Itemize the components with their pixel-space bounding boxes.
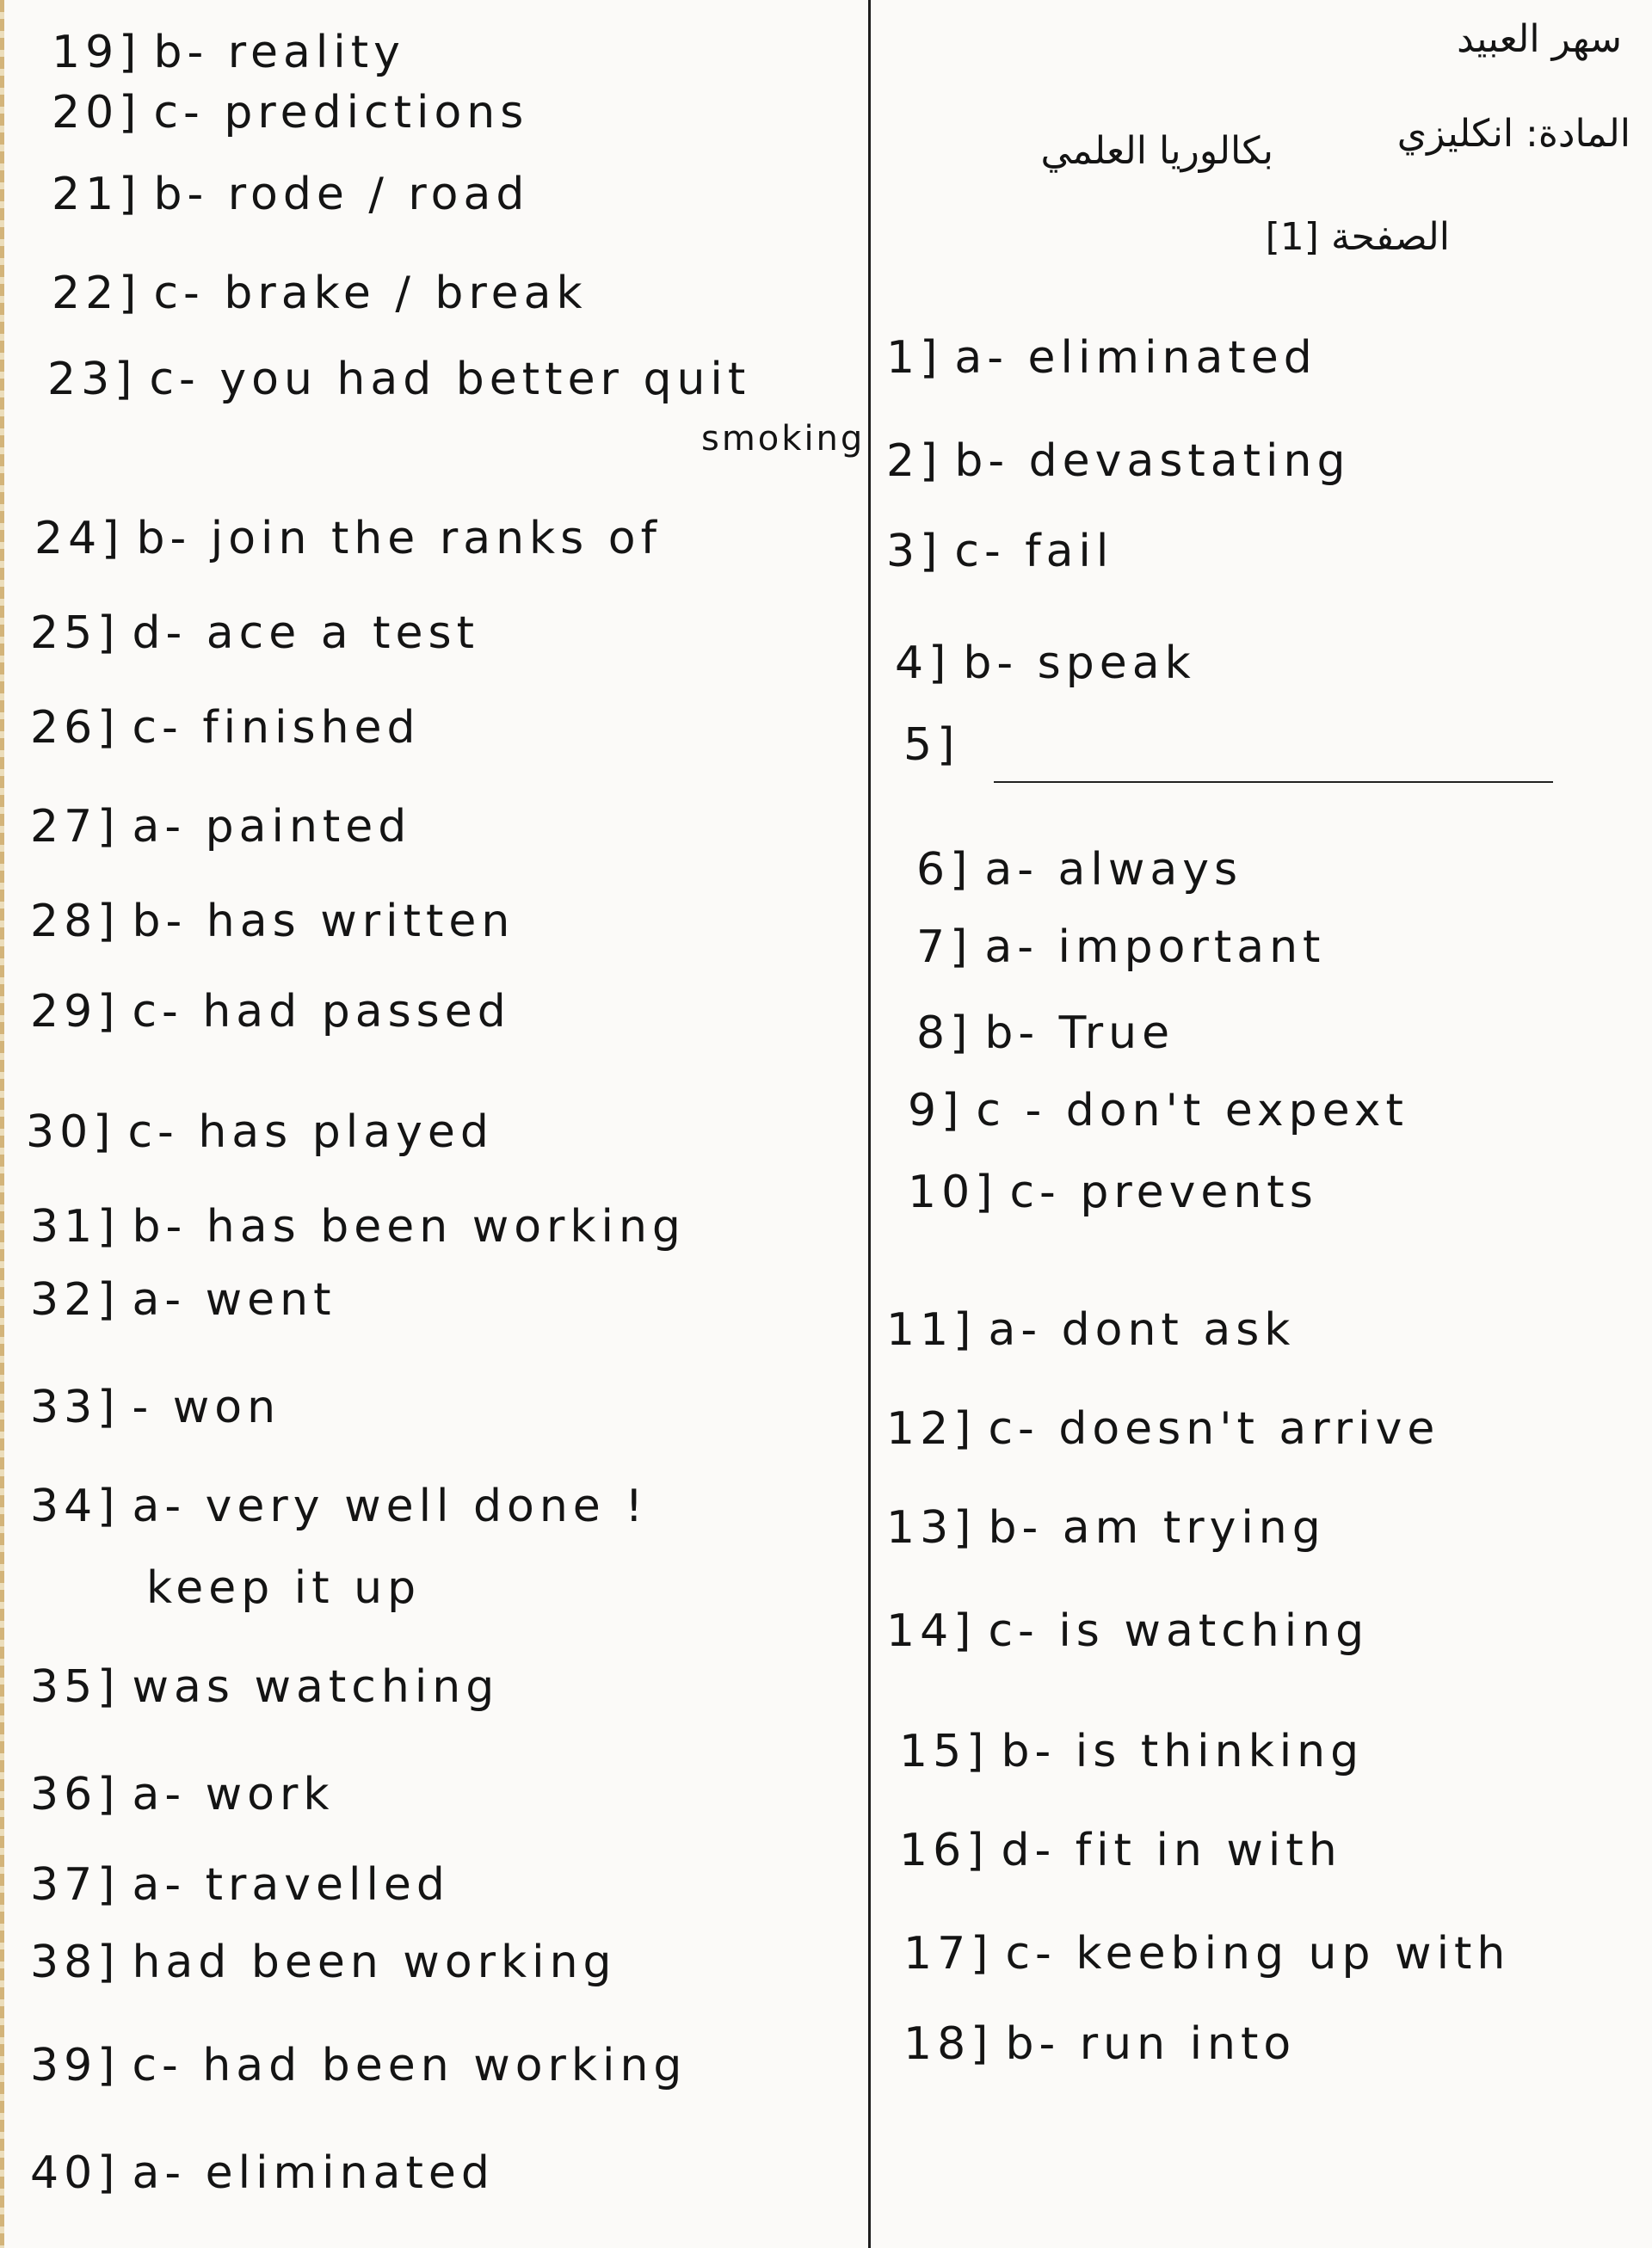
answer-number: 37] (30, 1859, 120, 1911)
answer-number: 40] (30, 2147, 120, 2199)
answer-item-continuation (701, 419, 866, 459)
answer-text: c - don't expext (976, 1085, 1409, 1136)
answer-item (52, 169, 530, 220)
answer-text: b- True (984, 1007, 1175, 1059)
answer-number: 3] (886, 526, 943, 577)
answer-item (30, 1769, 335, 1820)
subject-label: المادة: انكليزي (1396, 112, 1630, 156)
answer-item (908, 1167, 1318, 1218)
answer-text: a- always (984, 844, 1243, 896)
answer-item (903, 719, 971, 771)
answer-text: smoking (701, 419, 866, 459)
answer-item (903, 2018, 1297, 2070)
answer-text: c- predictions (153, 87, 529, 139)
column-divider (868, 0, 871, 2248)
grade-label: بكالوريا العلمي (1040, 129, 1273, 173)
answer-item (52, 87, 529, 139)
answer-item (30, 896, 515, 947)
notebook-edge (0, 0, 4, 2248)
answer-item (908, 1085, 1409, 1136)
answer-item (916, 844, 1243, 896)
student-name: سهر العبيد (1457, 17, 1622, 61)
answer-item (30, 1382, 281, 1433)
answer-text: c- prevents (1009, 1167, 1318, 1218)
answer-item (52, 27, 405, 78)
answer-number: 4] (895, 637, 952, 689)
answer-text: c- had been working (132, 2040, 687, 2091)
answer-number: 39] (30, 2040, 120, 2091)
answer-number: 21] (52, 169, 142, 220)
answer-number: 19] (52, 27, 142, 78)
answer-number: 2] (886, 435, 943, 487)
answer-number: 13] (886, 1502, 977, 1554)
answer-item (886, 1605, 1370, 1657)
answer-number: 5] (903, 719, 960, 771)
answer-text: c- had passed (132, 986, 511, 1038)
answer-number: 6] (916, 844, 973, 896)
answer-number: 14] (886, 1605, 977, 1657)
answer-text: b- join the ranks of (136, 513, 662, 564)
answer-text: was watching (132, 1661, 500, 1713)
answer-number: 1] (886, 332, 943, 384)
answer-number: 33] (30, 1382, 120, 1433)
answer-item (30, 607, 480, 659)
answer-number: 36] (30, 1769, 120, 1820)
answer-number: 34] (30, 1481, 120, 1532)
answer-text: a- dont ask (988, 1304, 1296, 1356)
answer-number: 7] (916, 921, 973, 973)
answer-item (30, 702, 421, 754)
answer-text: c- fail (954, 526, 1114, 577)
answer-item (886, 526, 1114, 577)
answer-item (30, 1859, 450, 1911)
answer-number: 38] (30, 1937, 120, 1988)
answer-text: b- rode / road (153, 169, 530, 220)
answer-text: a- travelled (132, 1859, 450, 1911)
answer-item (899, 1726, 1365, 1777)
answer-text: b- am trying (988, 1502, 1326, 1554)
answer-text: a- went (132, 1274, 336, 1326)
answer-item (30, 1481, 649, 1532)
answer-text: b- devastating (954, 435, 1351, 487)
answer-number: 31] (30, 1201, 120, 1253)
answer-text: c- is watching (988, 1605, 1370, 1657)
answer-item (30, 1661, 500, 1713)
answer-item (30, 2040, 687, 2091)
answer-text: b- run into (1005, 2018, 1297, 2070)
answer-number: 22] (52, 268, 142, 319)
answer-text: d- ace a test (132, 607, 480, 659)
answer-item (30, 986, 511, 1038)
answer-number: 10] (908, 1167, 998, 1218)
answer-item (886, 1403, 1440, 1455)
answer-item (895, 637, 1196, 689)
answer-number: 30] (26, 1106, 116, 1158)
answer-number: 17] (903, 1928, 994, 1980)
answer-item (903, 1928, 1511, 1980)
answer-item (886, 1502, 1326, 1554)
answer-number: 12] (886, 1403, 977, 1455)
answer-text: a- very well done ! (132, 1481, 649, 1532)
answer-item (26, 1106, 494, 1158)
section-divider-line (994, 781, 1553, 783)
answer-number: 8] (916, 1007, 973, 1059)
answer-number: 32] (30, 1274, 120, 1326)
answer-number: 16] (899, 1825, 989, 1876)
answer-text: c- keebing up with (1005, 1928, 1511, 1980)
answer-item (47, 354, 751, 405)
answer-text: a- eliminated (132, 2147, 495, 2199)
answer-number: 29] (30, 986, 120, 1038)
answer-text: c- brake / break (153, 268, 588, 319)
answer-number: 11] (886, 1304, 977, 1356)
answer-text: a- work (132, 1769, 335, 1820)
answer-text: b- reality (153, 27, 405, 78)
answer-item (30, 1201, 686, 1253)
answer-number: 9] (908, 1085, 965, 1136)
answer-text: b- speak (963, 637, 1196, 689)
answer-item (30, 1274, 336, 1326)
answer-number: 26] (30, 702, 120, 754)
answer-number: 18] (903, 2018, 994, 2070)
answer-text: b- has written (132, 896, 515, 947)
answer-text: keep it up (146, 1562, 422, 1614)
answer-text: d- fit in with (1001, 1825, 1342, 1876)
answer-number: 25] (30, 607, 120, 659)
answer-text: a- important (984, 921, 1326, 973)
answer-item (899, 1825, 1342, 1876)
answer-item-continuation (146, 1562, 422, 1614)
answer-text: b- has been working (132, 1201, 686, 1253)
answer-number: 28] (30, 896, 120, 947)
answer-item (30, 801, 412, 853)
answer-item (30, 2147, 495, 2199)
answer-item (916, 921, 1326, 973)
answer-number: 27] (30, 801, 120, 853)
answer-number: 23] (47, 354, 138, 405)
answer-text: c- doesn't arrive (988, 1403, 1440, 1455)
answer-number: 35] (30, 1661, 120, 1713)
answer-text: a- eliminated (954, 332, 1317, 384)
answer-text: a- painted (132, 801, 412, 853)
answer-number: 15] (899, 1726, 989, 1777)
answer-item (886, 1304, 1296, 1356)
answer-number: 24] (34, 513, 125, 564)
answer-text: c- has played (127, 1106, 494, 1158)
answer-item (34, 513, 662, 564)
answer-text: b- is thinking (1001, 1726, 1365, 1777)
answer-item (916, 1007, 1175, 1059)
answer-text: - won (132, 1382, 281, 1433)
answer-text: c- finished (132, 702, 421, 754)
answer-item (886, 435, 1351, 487)
page-label: الصفحة [1] (1265, 215, 1450, 259)
answer-item (52, 268, 588, 319)
answer-text: had been working (132, 1937, 617, 1988)
answer-number: 20] (52, 87, 142, 139)
answer-text: c- you had better quit (149, 354, 751, 405)
answer-item (886, 332, 1317, 384)
answer-item (30, 1937, 617, 1988)
